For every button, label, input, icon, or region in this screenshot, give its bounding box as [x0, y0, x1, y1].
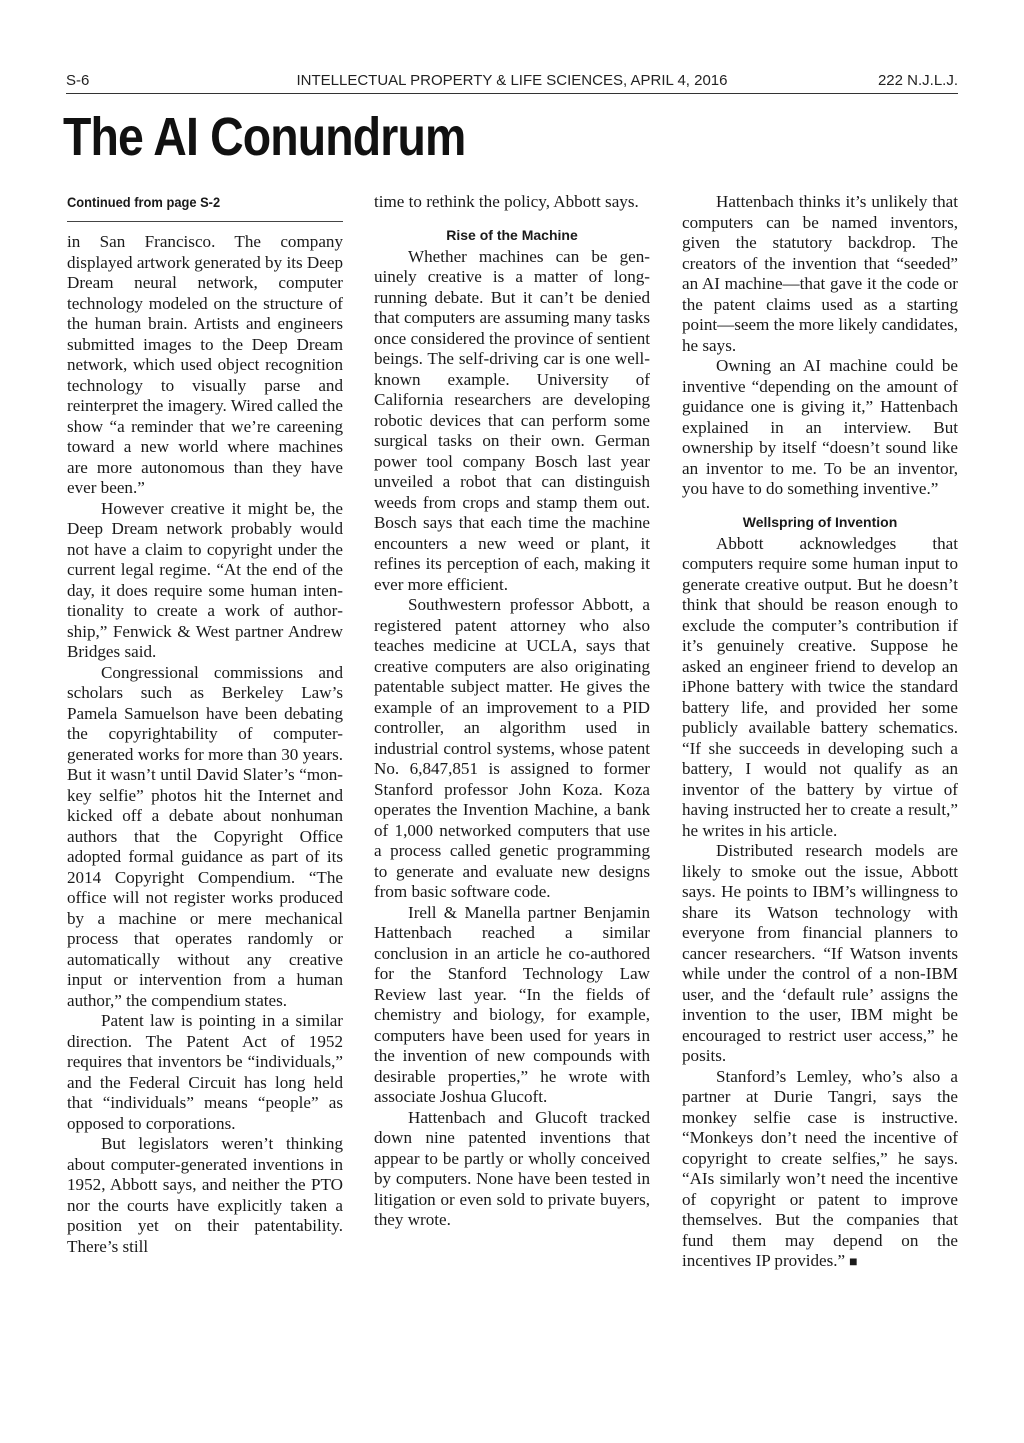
- paragraph: Southwestern professor Abbott, a registered patent attorney who also teaches medicine at UCLA, says that creative computers are also originating patentable subject matter. He gives the example of an improvement to a PID controller, an algorithm used in industrial control systems, whose patent No. 6,847,851 is assigned to former Stanford professor John Koza. Koza operates the Invention Machine, a bank of 1,000 networked computers that use a process called genetic programming to generate and evaluate new designs from basic software code.: [374, 595, 650, 901]
- column-2: [374, 192, 650, 1392]
- continued-from-label: Continued from page S-2: [67, 194, 221, 210]
- paragraph: time to rethink the policy, Abbott says.: [374, 192, 639, 211]
- journal-citation: 222 N.J.L.J.: [877, 72, 958, 89]
- paragraph: Patent law is pointing in a similar direction. The Patent Act of 1952 requires that inventors be “individuals,” and the Federal Circuit has long held that “individuals” means “people” as opposed to corporations.: [67, 1011, 343, 1133]
- article-title: The AI Conundrum: [63, 107, 466, 167]
- paragraph-text: Stanford’s Lemley, who’s also a partner at Durie Tangri, says the monkey selfie case is instructive. “Monkeys don’t need the incentive of copyright to create selfies,” he says. “AIs similarly won’t need the incentive of copyright or patent to improve themselves. But the companies that fund them may depend on the incentives IP provides.”: [682, 1066, 958, 1270]
- column-3: [682, 192, 958, 1392]
- paragraph: But legislators weren’t thinking about computer-generated inventions in 1952, Abbott says, and neither the PTO nor the courts have explicitly taken a position yet on their patentability. There’s still: [67, 1134, 343, 1256]
- page-header: [66, 72, 958, 94]
- paragraph: However creative it might be, the Deep Dream network probably would not have a claim to copyright under the current legal regime. “At the end of the day, it does require some human intentionality to create a work of authorship,” Fenwick & West partner Andrew Bridges said.: [67, 498, 343, 661]
- paragraph: Abbott acknowledges that computers require some human input to generate creative output. But he doesn’t think that should be reason enough to exclude the computer’s contribution if it’s genuinely creative. Suppose he asked an engineer friend to develop an iPhone battery with twice the standard battery life, and provided her some publicly available battery schematics. “If she succeeds in developing such a battery, I would not qualify as an inventor of the battery by virtue of having instructed her to create a result,” he writes in his article.: [682, 533, 958, 840]
- divider: [67, 221, 343, 222]
- column-1: [67, 192, 343, 1392]
- paragraph: Hattenbach thinks it’s unlikely that computers can be named inventors, given the statutory backdrop. The creators of the invention that “seeded” an AI machine—that gave it the code or the patent claims used as a starting point—seem the more likely candidates, he says.: [682, 192, 958, 355]
- paragraph: Hattenbach and Glucoft tracked down nine patented inventions that appear to be partly or wholly conceived by computers. None have been tested in litigation or even sold to private buyers, they wrote.: [374, 1107, 650, 1229]
- paragraph: Owning an AI machine could be inventive “depending on the amount of guidance one is giving it,” Hattenbach explained in an interview. But ownership by itself “doesn’t sound like an inventor to me. To be an inventor, you have to do something inventive.”: [682, 356, 958, 498]
- paragraph-last: [682, 1067, 958, 1274]
- paragraph: Congressional commissions and scholars such as Berkeley Law’s Pamela Samuelson have been debating the copyrightability of computer-generated works for more than 30 years. But it wasn’t until David Slater’s “monkey selfie” photos hit the Internet and kicked off a debate about nonhuman authors that the Copyright Office adopted formal guidance as part of its 2014 Copyright Compendium. “The office will not register works produced by a machine or mere mechanical process that operates randomly or automatically without any creative input or intervention from a human author,” the compendium states.: [67, 662, 343, 1010]
- subhead-rise-of-the-machine: Rise of the Machine: [446, 226, 578, 243]
- paragraph: Distributed research models are likely to smoke out the issue, Abbott says. He points to IBM’s willingness to share its Watson technology with everyone from financial planners to cancer researchers. “If Watson invents while under the control of a non-IBM user, and the ‘default rule’ assigns the invention to the user, IBM might be encouraged to restrict user access,” he posits.: [682, 841, 958, 1065]
- page-number: S-6: [66, 72, 90, 89]
- paragraph: Irell & Manella partner Benjamin Hattenbach reached a similar conclusion in an article he co-authored for the Stanford Technology Law Review last year. “In the fields of chemistry and biology, for example, computers have been used for years in the invention of new compounds with desirable properties,” he wrote with associate Joshua Glucoft.: [374, 902, 650, 1106]
- section-title: INTELLECTUAL PROPERTY & LIFE SCIENCES, APRIL 4, 2016: [296, 72, 728, 89]
- paragraph: in San Francisco. The company displayed artwork generated by its Deep Dream neural network, computer technology modeled on the structure of the human brain. Artists and engineers submitted images to the Deep Dream network, which used object recognition technology to visually parse and reinterpret the imagery. Wired called the show “a reminder that we’re careening toward a new world where machines are more autonomous than they have ever been.”: [67, 232, 344, 497]
- paragraph: Whether machines can be genuinely creative is a matter of long-running debate. But it can’t be denied that computers are assuming many tasks once considered the province of sentient beings. The self-driving car is one well-known example. University of California researchers are developing robotic devices that can perform some surgical tasks on their own. German power tool company Bosch last year unveiled a robot that can distinguish weeds from crops and stamp them out. Bosch says that each time the machine encounters a new weed or plant, it refines its perception of each, making it ever more efficient.: [374, 246, 650, 594]
- end-mark: ■: [849, 1255, 858, 1270]
- subhead-wellspring-of-invention: Wellspring of Invention: [742, 513, 898, 530]
